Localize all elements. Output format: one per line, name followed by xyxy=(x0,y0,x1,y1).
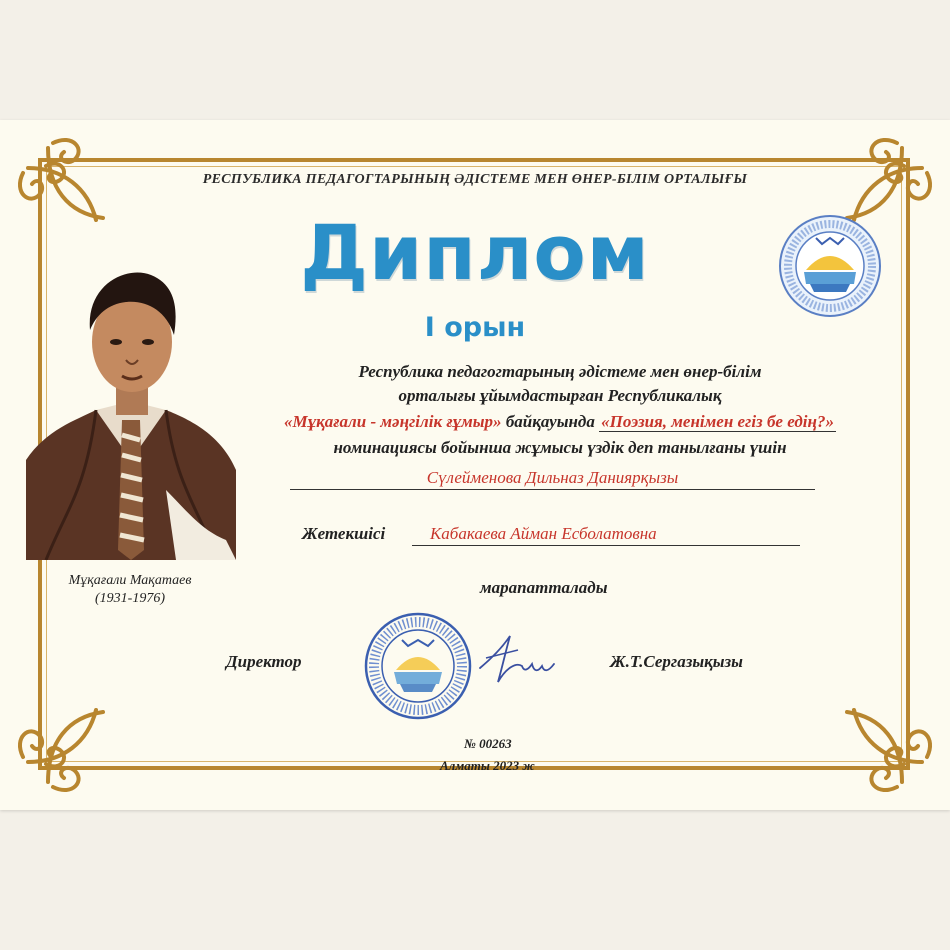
diploma-title: Диплом xyxy=(300,208,650,297)
supervisor-label: Жетекшісі xyxy=(302,524,386,543)
contest-suffix: байқауында xyxy=(505,412,595,431)
recipient-name: Сүлейменова Дильназ Даниярқызы xyxy=(290,468,815,490)
director-label: Директор xyxy=(226,652,302,671)
director-name: Ж.Т.Сергазықызы xyxy=(610,652,743,671)
portrait-image xyxy=(26,260,236,560)
supervisor-name: Кабакаева Айман Есболатовна xyxy=(412,524,800,546)
place-title: I орын xyxy=(424,312,526,343)
corner-ornament-icon xyxy=(8,692,118,802)
director-signature xyxy=(472,628,562,688)
body-line-1: Республика педагогтарының әдістеме мен өнер-білім xyxy=(358,362,762,381)
body-line-3 xyxy=(180,412,940,432)
diploma-sheet xyxy=(0,120,950,810)
award-text: марапатталады xyxy=(480,578,608,597)
city-year: Алматы 2023 ж xyxy=(440,758,535,773)
diploma-number: № 00263 xyxy=(464,736,512,751)
organization-header: РЕСПУБЛИКА ПЕДАГОГТАРЫНЫҢ ӘДІСТЕМЕ МЕН ӨНЕР-БІЛІМ ОРТАЛЫҒЫ xyxy=(202,172,748,187)
body-line-4: номинациясы бойынша жұмысы үздік деп танылғаны үшін xyxy=(333,438,787,457)
corner-ornament-icon xyxy=(832,692,942,802)
contest-name: «Мұқағали - мәңгілік ғұмыр» xyxy=(284,412,502,431)
body-line-2: орталығы ұйымдастырған Республикалық xyxy=(398,386,722,405)
portrait-caption-years: (1931-1976) xyxy=(95,591,165,606)
organization-logo xyxy=(776,212,884,320)
portrait-caption xyxy=(30,572,230,608)
portrait-caption-name: Мұқағали Мақатаев xyxy=(68,573,192,588)
official-stamp xyxy=(362,610,474,722)
nomination-name: «Поэзия, менімен егіз бе едің?» xyxy=(601,412,834,431)
